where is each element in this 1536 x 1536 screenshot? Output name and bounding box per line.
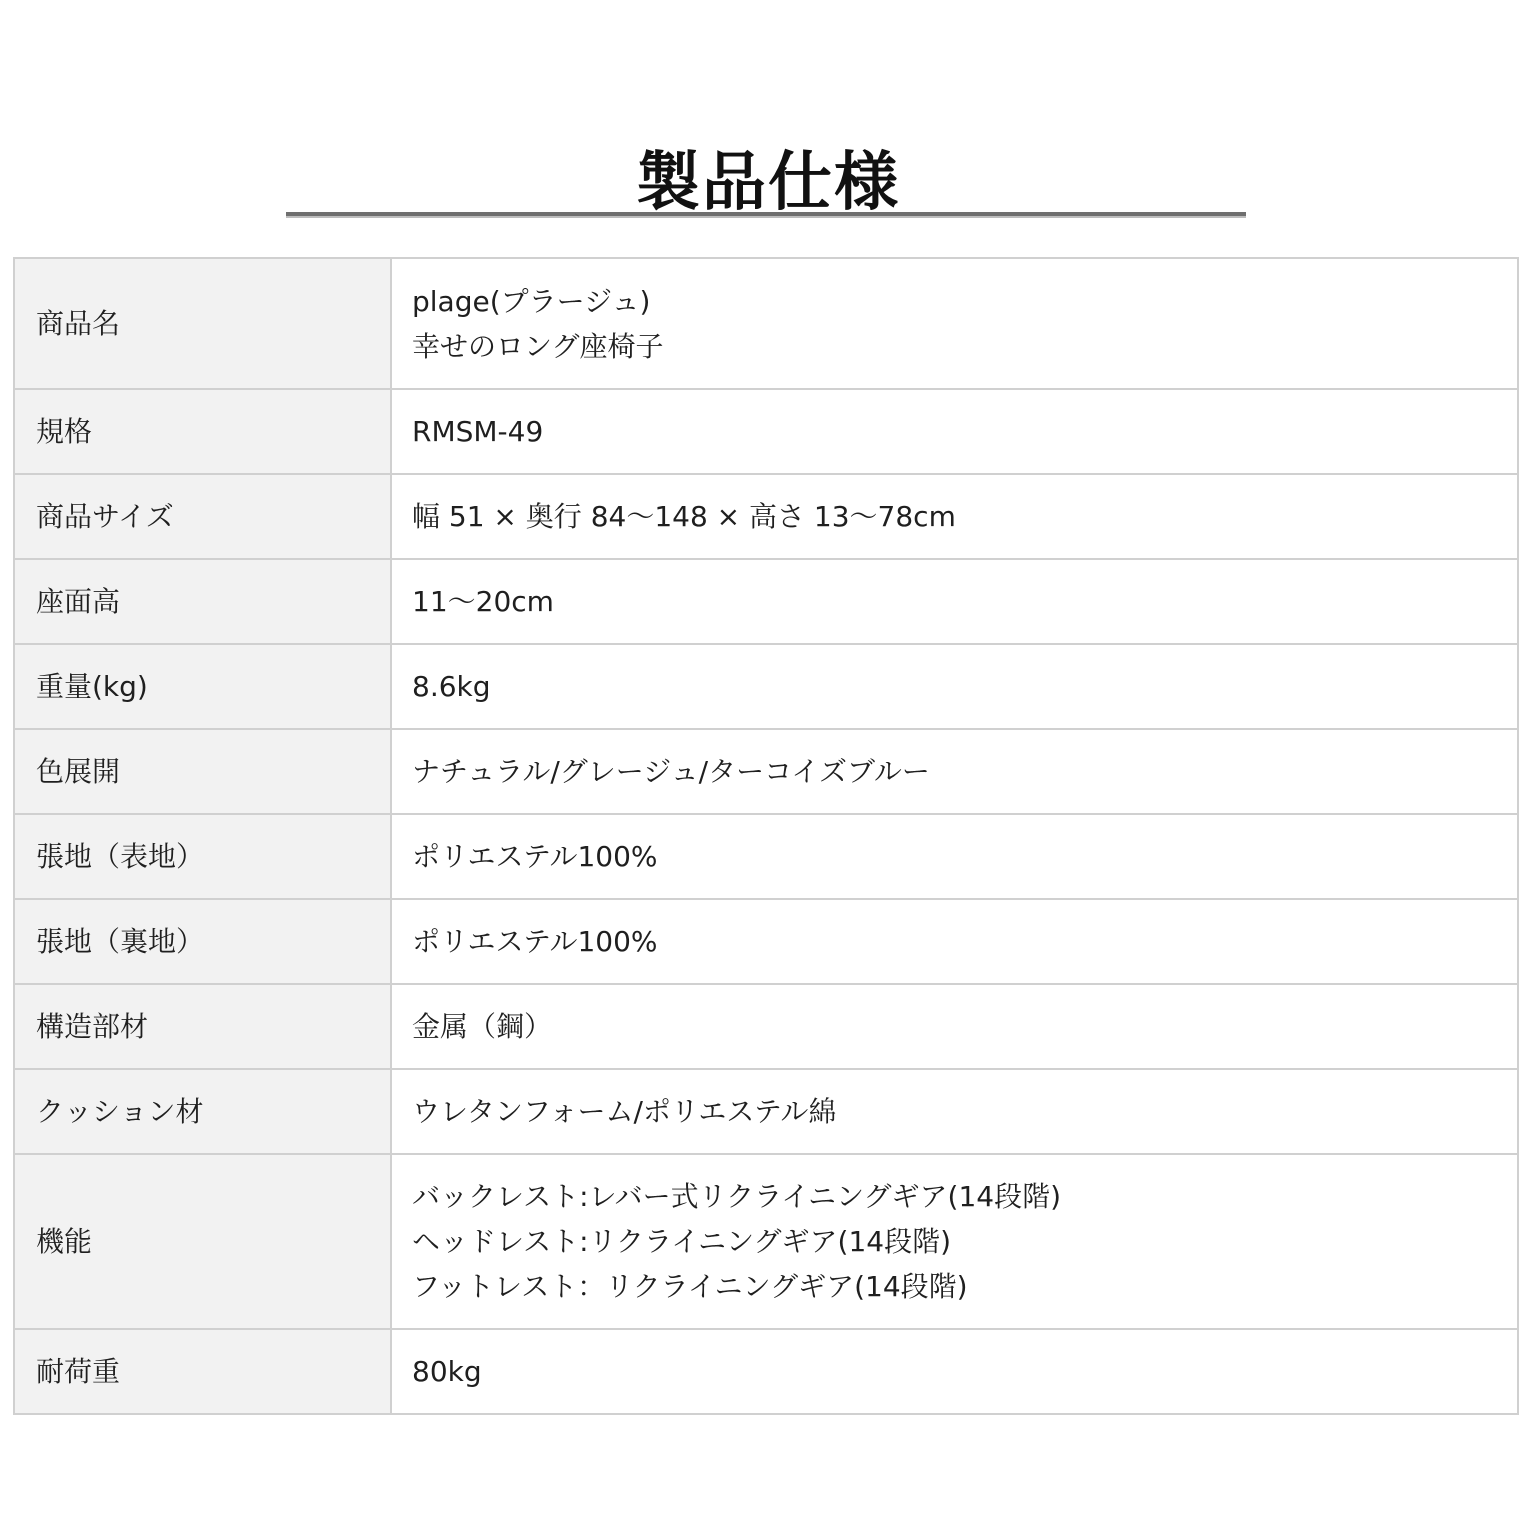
- spec-row-inner-fabric: [14, 899, 1518, 984]
- spec-value: [391, 559, 1518, 644]
- spec-label: 構造部材: [14, 984, 391, 1069]
- spec-value-line: 幅 51 × 奥行 84〜148 × 高さ 13〜78cm: [412, 500, 956, 533]
- spec-value-line: ナチュラル/グレージュ/ターコイズブルー: [412, 755, 930, 788]
- spec-value-line: 80kg: [412, 1355, 482, 1388]
- spec-value: [391, 984, 1518, 1069]
- spec-value: [391, 644, 1518, 729]
- spec-value: [391, 1069, 1518, 1154]
- spec-value-line: バックレスト:レバー式リクライニングギア(14段階): [412, 1180, 1062, 1213]
- spec-value-line: 金属（鋼）: [412, 1010, 553, 1043]
- spec-row-structure: [14, 984, 1518, 1069]
- spec-row-colors: [14, 729, 1518, 814]
- spec-value-line: ウレタンフォーム/ポリエステル綿: [412, 1095, 837, 1128]
- spec-value-line: RMSM-49: [412, 415, 544, 448]
- spec-value-line: 幸せのロング座椅子: [412, 329, 664, 363]
- spec-label: 座面高: [14, 559, 391, 644]
- spec-row-functions: [14, 1154, 1518, 1329]
- page-title: 製品仕様: [636, 145, 900, 220]
- spec-row-size: [14, 474, 1518, 559]
- spec-value-line: 11〜20cm: [412, 585, 554, 618]
- spec-label: 商品名: [14, 258, 391, 389]
- spec-value-line: ポリエステル100%: [412, 925, 658, 958]
- spec-value: [391, 1329, 1518, 1414]
- spec-label: 規格: [14, 389, 391, 474]
- spec-label: クッション材: [14, 1069, 391, 1154]
- spec-row-weight: [14, 644, 1518, 729]
- spec-label: 商品サイズ: [14, 474, 391, 559]
- spec-row-cushion: [14, 1069, 1518, 1154]
- spec-row-seat-height: [14, 559, 1518, 644]
- spec-row-outer-fabric: [14, 814, 1518, 899]
- spec-row-model: [14, 389, 1518, 474]
- spec-label: 色展開: [14, 729, 391, 814]
- spec-table: [13, 257, 1519, 1415]
- spec-label: 機能: [14, 1154, 391, 1329]
- spec-label: 耐荷重: [14, 1329, 391, 1414]
- spec-value-line: ポリエステル100%: [412, 840, 658, 873]
- spec-value: [391, 814, 1518, 899]
- spec-value: [391, 258, 1518, 389]
- spec-row-load-capacity: [14, 1329, 1518, 1414]
- spec-value: [391, 729, 1518, 814]
- spec-row-product-name: [14, 258, 1518, 389]
- spec-value-line: フットレスト：リクライニングギア(14段階): [412, 1270, 968, 1303]
- spec-value: [391, 474, 1518, 559]
- spec-value-line: plage(プラージュ): [412, 284, 651, 318]
- spec-label: 重量(kg): [14, 644, 391, 729]
- spec-label: 張地（裏地）: [14, 899, 391, 984]
- spec-value: [391, 1154, 1518, 1329]
- title-divider: [286, 212, 1246, 218]
- spec-value-line: 8.6kg: [412, 670, 491, 703]
- spec-value-line: ヘッドレスト:リクライニングギア(14段階): [412, 1225, 951, 1258]
- spec-value: [391, 899, 1518, 984]
- spec-value: [391, 389, 1518, 474]
- spec-label: 張地（表地）: [14, 814, 391, 899]
